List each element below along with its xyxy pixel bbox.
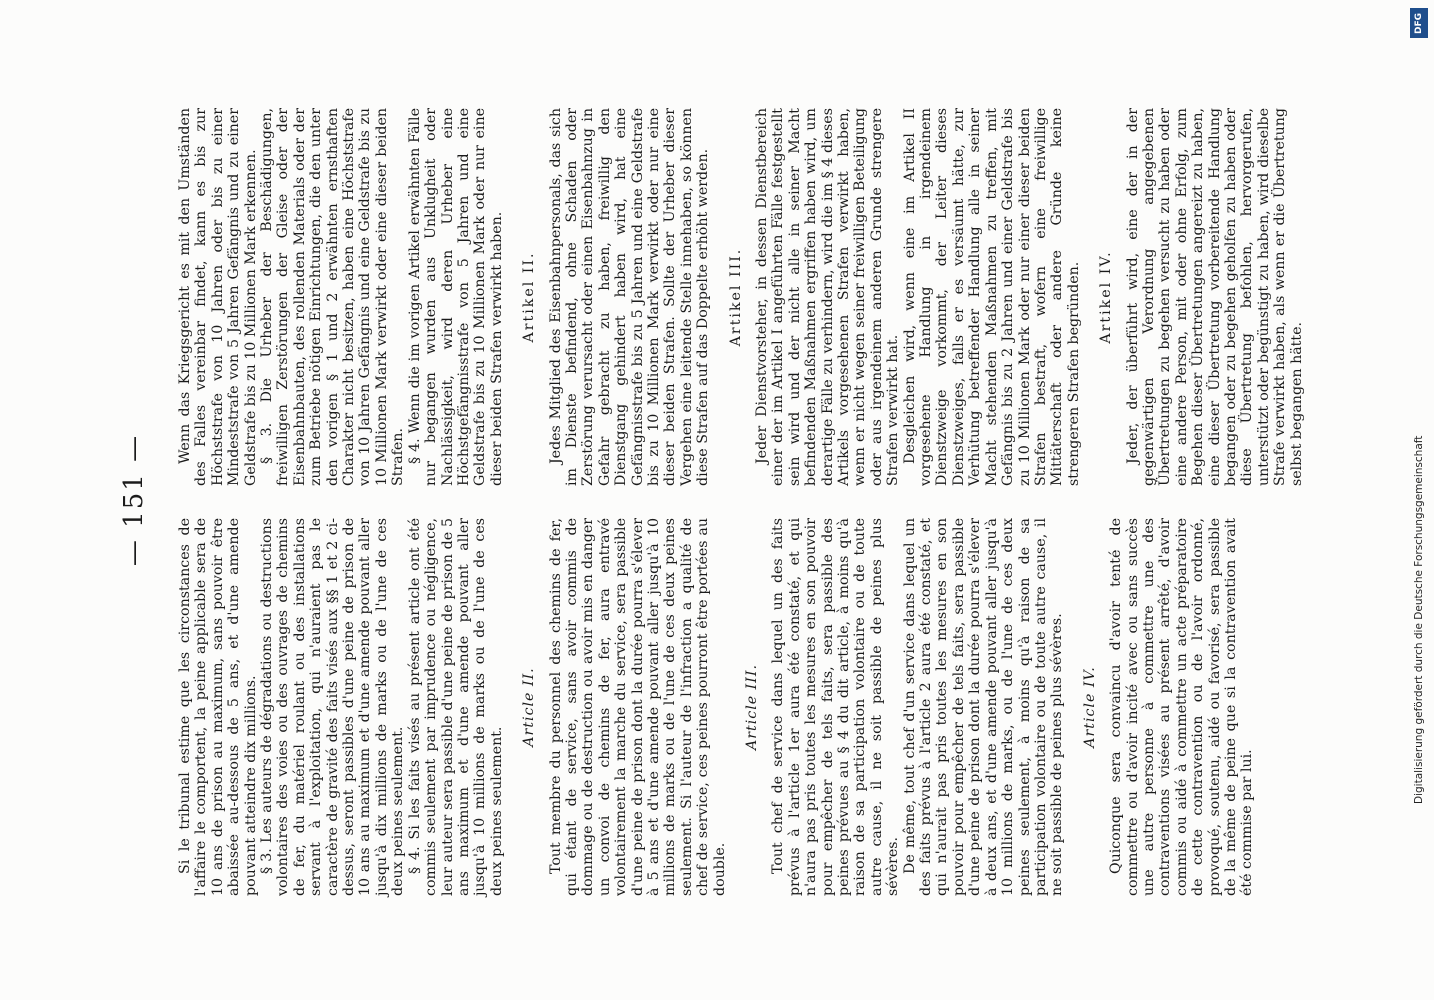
article-heading: Artikel II. [521, 251, 538, 343]
french-column [177, 518, 1256, 896]
paragraph: Jeder, der überführt wird, eine der in der gegenwärtigen Verordnung angegebenen Übertretungen zu begehen versucht zu haben oder eine andere Person, mit oder ohne Erfolg, zum Begehen dieser Übertretungen angereizt zu haben, eine dieser Übertretung vorbereitende Handlung begangen oder zu begehen geholfen zu haben oder diese Übertretung befohlen, hervorgerufen, unterstützt oder begünstigt zu haben, wird dieselbe Strafe verwirkt haben, als wenn er die Übertretung selbst begangen hätte. [1124, 108, 1305, 486]
paragraph: Jedes Mitglied des Eisenbahnpersonals, das sich im Dienste befindend, ohne Schaden oder Zerstörung verursacht oder einen Eisenbahnzug in Gefahr gebracht zu haben, freiwillig den Dienstgang gehindert haben wird, hat eine Gefängnisstrafe bis zu 5 Jahren und eine Geldstrafe bis zu 10 Millionen Mark verwirkt oder nur eine dieser beiden Strafen. Sollte der Urheber dieser Vergehen eine leitende Stelle innehaben, so können diese Strafen auf das Doppelte erhöht werden. [547, 108, 712, 486]
article-heading: Article III. [744, 664, 760, 750]
article-heading: Article II. [521, 667, 538, 747]
paragraph: Tout chef de service dans lequel un des faits prévus à l'article 1er aura été constaté, et qui n'aura pas pris toutes les mesures en son pouvoir pour empêcher de tels faits, sera passible des peines prévues au § 4 du dit article, à moins qu'à raison de sa participation volontaire ou de toute autre cause, il ne soit passible de peines plus sévères. [770, 518, 902, 896]
paragraph: § 3. Les auteurs de dégradations ou destructions volontaires des voies ou des ouvrages de chemins de fer, du matériel roulant ou des installations servant à l'exploitation, qui n'auraient pas le caractère de gravité des faits visés aux §§ 1 et 2 ci-dessus, seront passibles d'une peine de prison de 10 ans au maximum et d'une amende pouvant aller jusqu'à dix millions de marks ou de l'une de ces deux peines seulement. [259, 518, 407, 896]
paragraph: Wenn das Kriegsgericht es mit den Umständen des Falles vereinbar findet, kann es bis zur Höchststrafe von 10 Jahren oder bis zu einer Mindeststrafe von 5 Jahren Gefängnis und zu einer Geldstrafe bis zu 10 Millionen Mark erkennen. [177, 108, 259, 486]
paragraph: Jeder Dienstvorsteher, in dessen Dienstbereich einer der im Artikel I angeführten Fälle festgestellt sein wird und der nicht alle in seiner Macht befindenden Maßnahmen ergriffen haben wird, um derartige Fälle zu verhindern, wird die im § 4 dieses Artikels vorgesehenen Strafen verwirkt haben, wenn er nicht wegen seiner freiwilligen Beteiligung oder aus irgendeinem anderen Grunde strengere Strafen verwirkt hat. [754, 108, 902, 486]
paragraph: § 4. Wenn die im vorigen Artikel erwähnten Fälle nur begangen wurden aus Unklugheit oder Nachlässigkeit, wird deren Urheber eine Höchstgefängnisstrafe von 5 Jahren und eine Geldstrafe bis zu 10 Millionen Mark oder nur eine dieser beiden Strafen verwirkt haben. [406, 108, 505, 486]
paragraph: § 4. Si les faits visés au présent article ont été commis seulement par imprudence ou négligence, leur auteur sera passible d'une peine de prison de 5 ans maximum et d'une amende pouvant aller jusqu'à 10 millions de marks ou de l'une de ces deux peines seulement. [406, 518, 505, 896]
paragraph: § 3. Die Urheber der Beschädigungen, freiwilligen Zerstörungen der Gleise oder der Eisenbahnbauten, des rollenden Materials oder der zum Betriebe nötigen Einrichtungen, die den unter den vorigen § 1 und 2 erwähnten ernsthaften Charakter nicht besitzen, haben eine Höchststrafe von 10 Jahren Gefängnis und eine Geldstrafe bis zu 10 Millionen Mark verwirkt oder eine dieser beiden Strafen. [259, 108, 407, 486]
paragraph: Quiconque sera convaincu d'avoir tenté de commettre ou d'avoir incité avec ou sans succès une autre personne à commettre une des contraventions visées au présent arrêté, d'avoir commis ou aidé à commettre un acte préparatoire de cette contravention ou de l'avoir ordonné, provoqué, soutenu, aidé ou favorisé, sera passible de la même de peine que si la contravention avait été commise par lui. [1108, 518, 1256, 896]
page-number: — 151 — [119, 433, 149, 567]
dfg-credit-strip [1410, 8, 1428, 988]
rotated-page [87, 90, 1347, 910]
article-heading: Article IV. [1081, 666, 1098, 748]
dfg-logo: DFG [1410, 8, 1428, 38]
paragraph: Tout membre du personnel des chemins de fer, qui étant de service, sans avoir commis de dommage ou de destruction ou avoir mis en danger un convoi de chemins de fer, aura entravé volontairement la marche du service, sera passible d'une peine de prison dont la durée pourra s'élever à 5 ans et d'une amende pouvant aller jusqu'à 10 millions de marks ou de l'une de ces deux peines seulement. Si l'auteur de l'infraction a qualité de chef de service, ces peines pourront être portées au double. [547, 518, 728, 896]
german-column [177, 108, 1305, 486]
paragraph: Si le tribunal estime que les circonstances de l'affaire le comportent, la peine applicable sera de 10 ans de prison au maximum, sans pouvoir être abaissée au-dessous de 5 ans, et d'une amende pouvant atteindre dix millions. [177, 518, 259, 896]
paragraph: Desgleichen wird, wenn eine im Artikel II vorgesehene Handlung in irgendeinem Dienstzweige vorkommt, der Leiter dieses Dienstzweiges, falls er es versäumt hätte, zur Verhütung betreffender Handlung alle in seiner Macht stehenden Maßnahmen zu treffen, mit Gefängnis bis zu 2 Jahren und einer Geldstrafe bis zu 10 Millionen Mark oder nur einer dieser beiden Strafen bestraft, wofern eine freiwillige Mittäterschaft oder andere Gründe keine strengeren Strafen begründen. [901, 108, 1082, 486]
paragraph: De même, tout chef d'un service dans lequel un des faits prévus à l'article 2 aura été constaté, et qui n'aurait pas pris toutes les mesures en son pouvoir pour empêcher de tels faits, sera passible d'une peine de prison dont la durée pourra s'élever à deux ans, et d'une amende pouvant aller jusqu'à 10 millions de marks, ou de l'une de ces deux peines seulement, à moins qu'à raison de sa participation volontaire ou de toute autre cause, il ne soit passible de peines plus sévères. [901, 518, 1066, 896]
dfg-credit-text: Digitalisierung gefördert durch die Deutsche Forschungsgemeinschaft [1413, 435, 1425, 804]
article-heading: Artikel III. [727, 247, 744, 347]
article-heading: Artikel IV. [1098, 250, 1115, 344]
